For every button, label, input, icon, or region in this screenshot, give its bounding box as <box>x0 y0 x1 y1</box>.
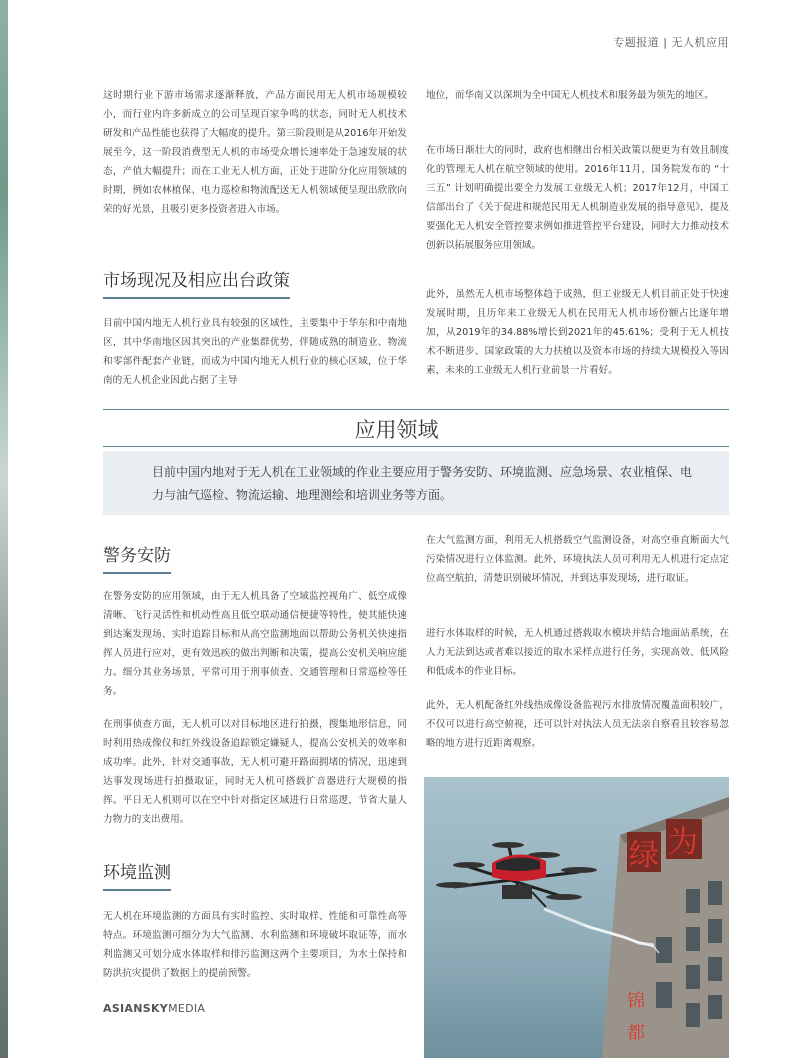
police-paragraph-2: 在刑事侦查方面，无人机可以对目标地区进行拍摄，搜集地形信息，同时利用热成像仪和红外线设备追踪锁定嫌疑人，提高公安机关的效率和成功率。此外，针对交通事故，无人机可避开路面拥堵的情况，迅速到达事发现场进行拍摄取证，同时无人机可搭载扩音器进行大规模的指挥。平日无人机则可以在空中针对指定区域进行日常巡逻，节省大量人力物力的支出费用。 <box>103 719 407 825</box>
share-paragraph: 此外，虽然无人机市场整体趋于成熟，但工业级无人机目前正处于快速发展时期，且历年来工业级无人机在民用无人机市场份额占比逐年增加，从2019年的34.88%增长到2021年的45.61%；受利于无人机技术不断进步、国家政策的大力扶植以及资本市场的持续大规模投入等因素，未来的工业级无人机行业前景一片看好。 <box>426 289 729 376</box>
publisher-logo: ASIANSKYMEDIA <box>103 1002 206 1015</box>
running-header: 专题报道 | 无人机应用 <box>613 36 729 49</box>
page-edge-strip <box>0 0 8 1058</box>
section-title-market: 市场现况及相应出台政策 <box>103 266 290 299</box>
policy-paragraph: 在市场日渐壮大的同时，政府也相继出台相关政策以便更为有效且制度化的管理无人机在航空领域的使用。2016年11月，国务院发布的 “十三五” 计划明确提出要全力发展工业级无人机；2017年12月，中国工信部出台了《关于促进和规范民用无人机制造业发展的指导意见》，提及要强化无人机安全管控要求例如推进管控平台建设，同时大力推动技术创新以拓展服务应用领域。 <box>426 145 729 251</box>
infrared-paragraph: 此外，无人机配备红外线热成像设备监视污水排放情况覆盖面积较广，不仅可以进行高空俯视，还可以针对执法人员无法亲自察看且较容易忽略的地方进行近距离观察。 <box>426 700 729 749</box>
building-sign-char-1: 绿 <box>629 838 659 873</box>
drone-building-photo <box>424 777 729 1058</box>
air-monitoring-paragraph: 在大气监测方面，利用无人机搭载空气监测设备，对高空垂直断面大气污染情况进行立体监测。此外，环境执法人员可利用无人机进行定点定位高空航拍，清楚识别破坏情况，并到达事发现场，进行取证。 <box>426 535 729 584</box>
water-sampling-paragraph: 进行水体取样的时候，无人机通过搭载取水模块并结合地面站系统，在人力无法到达或者难以接近的取水采样点进行任务，实现高效、低风险和低成本的作业目标。 <box>426 628 729 677</box>
environment-paragraph: 无人机在环境监测的方面具有实时监控、实时取样、性能和可靠性高等特点。环境监测可细分为大气监测、水利监测和环境破坏取证等，而水利监测又可划分成水体取样和排污监测这两个主要项目，为水土保持和防洪抗灾提供了数据上的提前预警。 <box>103 911 407 979</box>
building-sign-char-2: 为 <box>668 825 698 860</box>
section-divider-top <box>103 409 729 410</box>
market-paragraph-continued: 地位，而华南又以深圳为全中国无人机技术和服务最为领先的地区。 <box>426 90 714 101</box>
application-title: 应用领域 <box>354 418 439 442</box>
intro-history-paragraph: 这时期行业下游市场需求逐渐释放，产品方面民用无人机市场规模较小，而行业内许多新成立的公司呈现百家争鸣的状态，同时无人机技术研发和产品性能也获得了大幅度的提升。第三阶段则是从2016年开始发展至今，这一阶段消费型无人机的市场受众增长速率处于急速发展的状态，产值大幅提升；而在工业无人机方面，正处于进阶分化应用领域的时期，例如农林植保、电力巡检和物流配送无人机领域便呈现出欣欣向荣的好光景，且吸引更多投资者进入市场。 <box>103 90 407 215</box>
section-divider-bottom <box>103 446 729 447</box>
section-title-environment: 环境监测 <box>103 858 171 891</box>
building-sign-lower-1: 锦 <box>627 991 645 1012</box>
section-title-police: 警务安防 <box>103 541 171 574</box>
police-paragraph-1: 在警务安防的应用领域，由于无人机具备了空域监控视角广、低空成像清晰、飞行灵活性和机动性高且低空联动通信便捷等特性，使其能快速到达案发现场、实时追踪目标和从高空监测地面以帮助公务机关快速指挥人员进行应对，更有效迅疾的做出判断和决策，提高公安机关响应能力。细分其业务场景，平常可用于刑事侦查、交通管理和日常巡检等任务。 <box>103 591 407 697</box>
market-paragraph: 目前中国内地无人机行业具有较强的区域性，主要集中于华东和中南地区，其中华南地区因其突出的产业集群优势，伴随成熟的制造业、物流和零部件配套产业链，而成为中国内地无人机行业的核心区域，位于华南的无人机企业因此占据了主导 <box>103 318 407 386</box>
building-sign-lower-2: 都 <box>627 1023 645 1044</box>
application-intro-text: 目前中国内地对于无人机在工业领域的作业主要应用于警务安防、环境监测、应急场景、农业植保、电力与油气巡检、物流运输、地理测绘和培训业务等方面。 <box>152 465 693 502</box>
